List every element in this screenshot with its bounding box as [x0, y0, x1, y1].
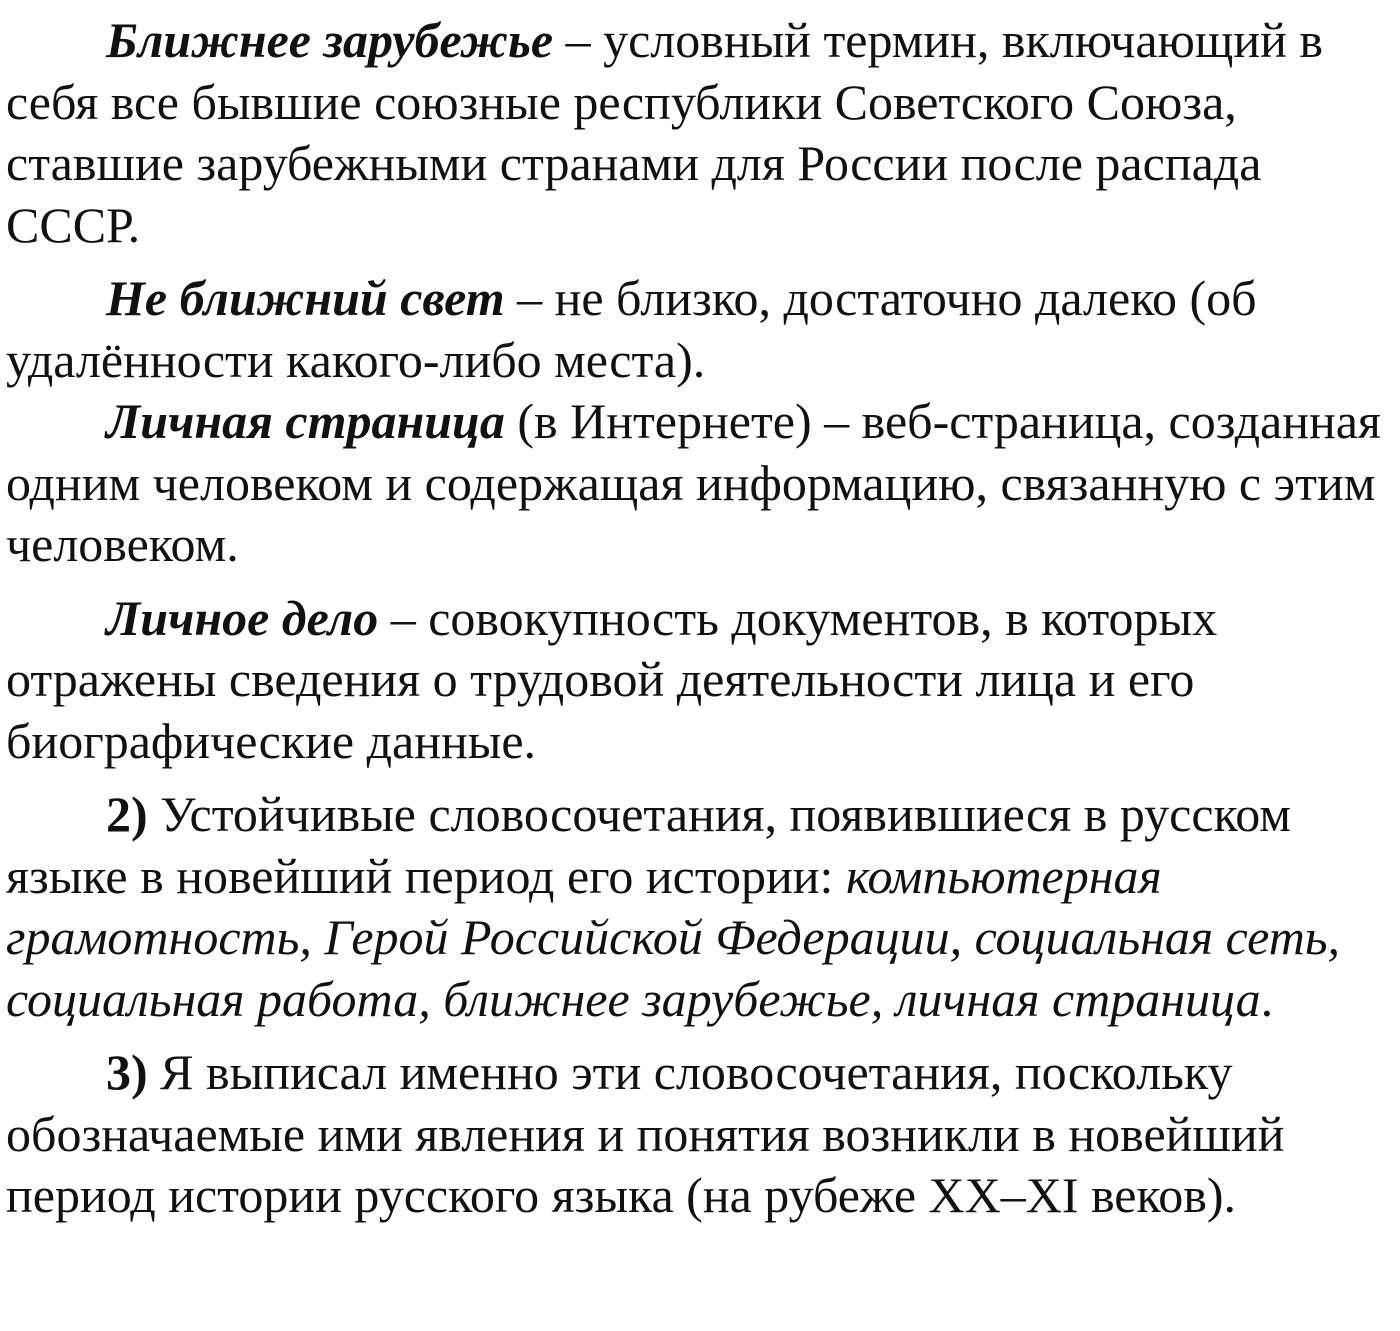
definition: – не близко, достаточно далеко (об удалённости какого-либо места). — [6, 270, 1257, 388]
point-2 — [6, 784, 1396, 1030]
document-page — [6, 10, 1396, 1227]
term: Ближнее зарубежье — [106, 12, 554, 68]
point-number: 2) — [106, 786, 148, 842]
entry-ne-blizhniy-svet — [6, 268, 1396, 391]
point-3 — [6, 1042, 1396, 1227]
point-text: Я выписал именно эти словосочетания, поскольку обозначаемые ими явления и понятия возникли в новейший период истории русского языка (на рубеже XX–XI веков). — [6, 1044, 1285, 1223]
term: Личная страница — [106, 393, 505, 449]
entry-lichnaya-stranitsa — [6, 391, 1396, 576]
point-text: Устойчивые словосочетания, появившиеся в русском языке в новейший период его истории: — [6, 786, 1291, 904]
definition: (в Интернете) – веб-страница, созданная одним человеком и содержащая информацию, связанную с этим человеком. — [6, 393, 1381, 572]
definition: – совокупность документов, в которых отражены сведения о трудовой деятельности лица и его биографические данные. — [6, 589, 1218, 769]
entry-lichnoe-delo — [6, 588, 1396, 773]
term: Не ближний свет — [106, 270, 505, 326]
examples-list: компьютерная грамотность, Герой Российской Федерации, социальная сеть, социальная работа, ближнее зарубежье, личная страница — [6, 847, 1341, 1027]
entry-blizhnee-zarubezhye — [6, 10, 1396, 256]
point-number: 3) — [106, 1044, 148, 1100]
point-end: . — [1260, 970, 1274, 1027]
definition: – условный термин, включающий в себя все бывшие союзные республики Советского Союза, ставшие зарубежными странами для России после распада СССР. — [6, 12, 1323, 253]
term: Личное дело — [106, 589, 379, 646]
